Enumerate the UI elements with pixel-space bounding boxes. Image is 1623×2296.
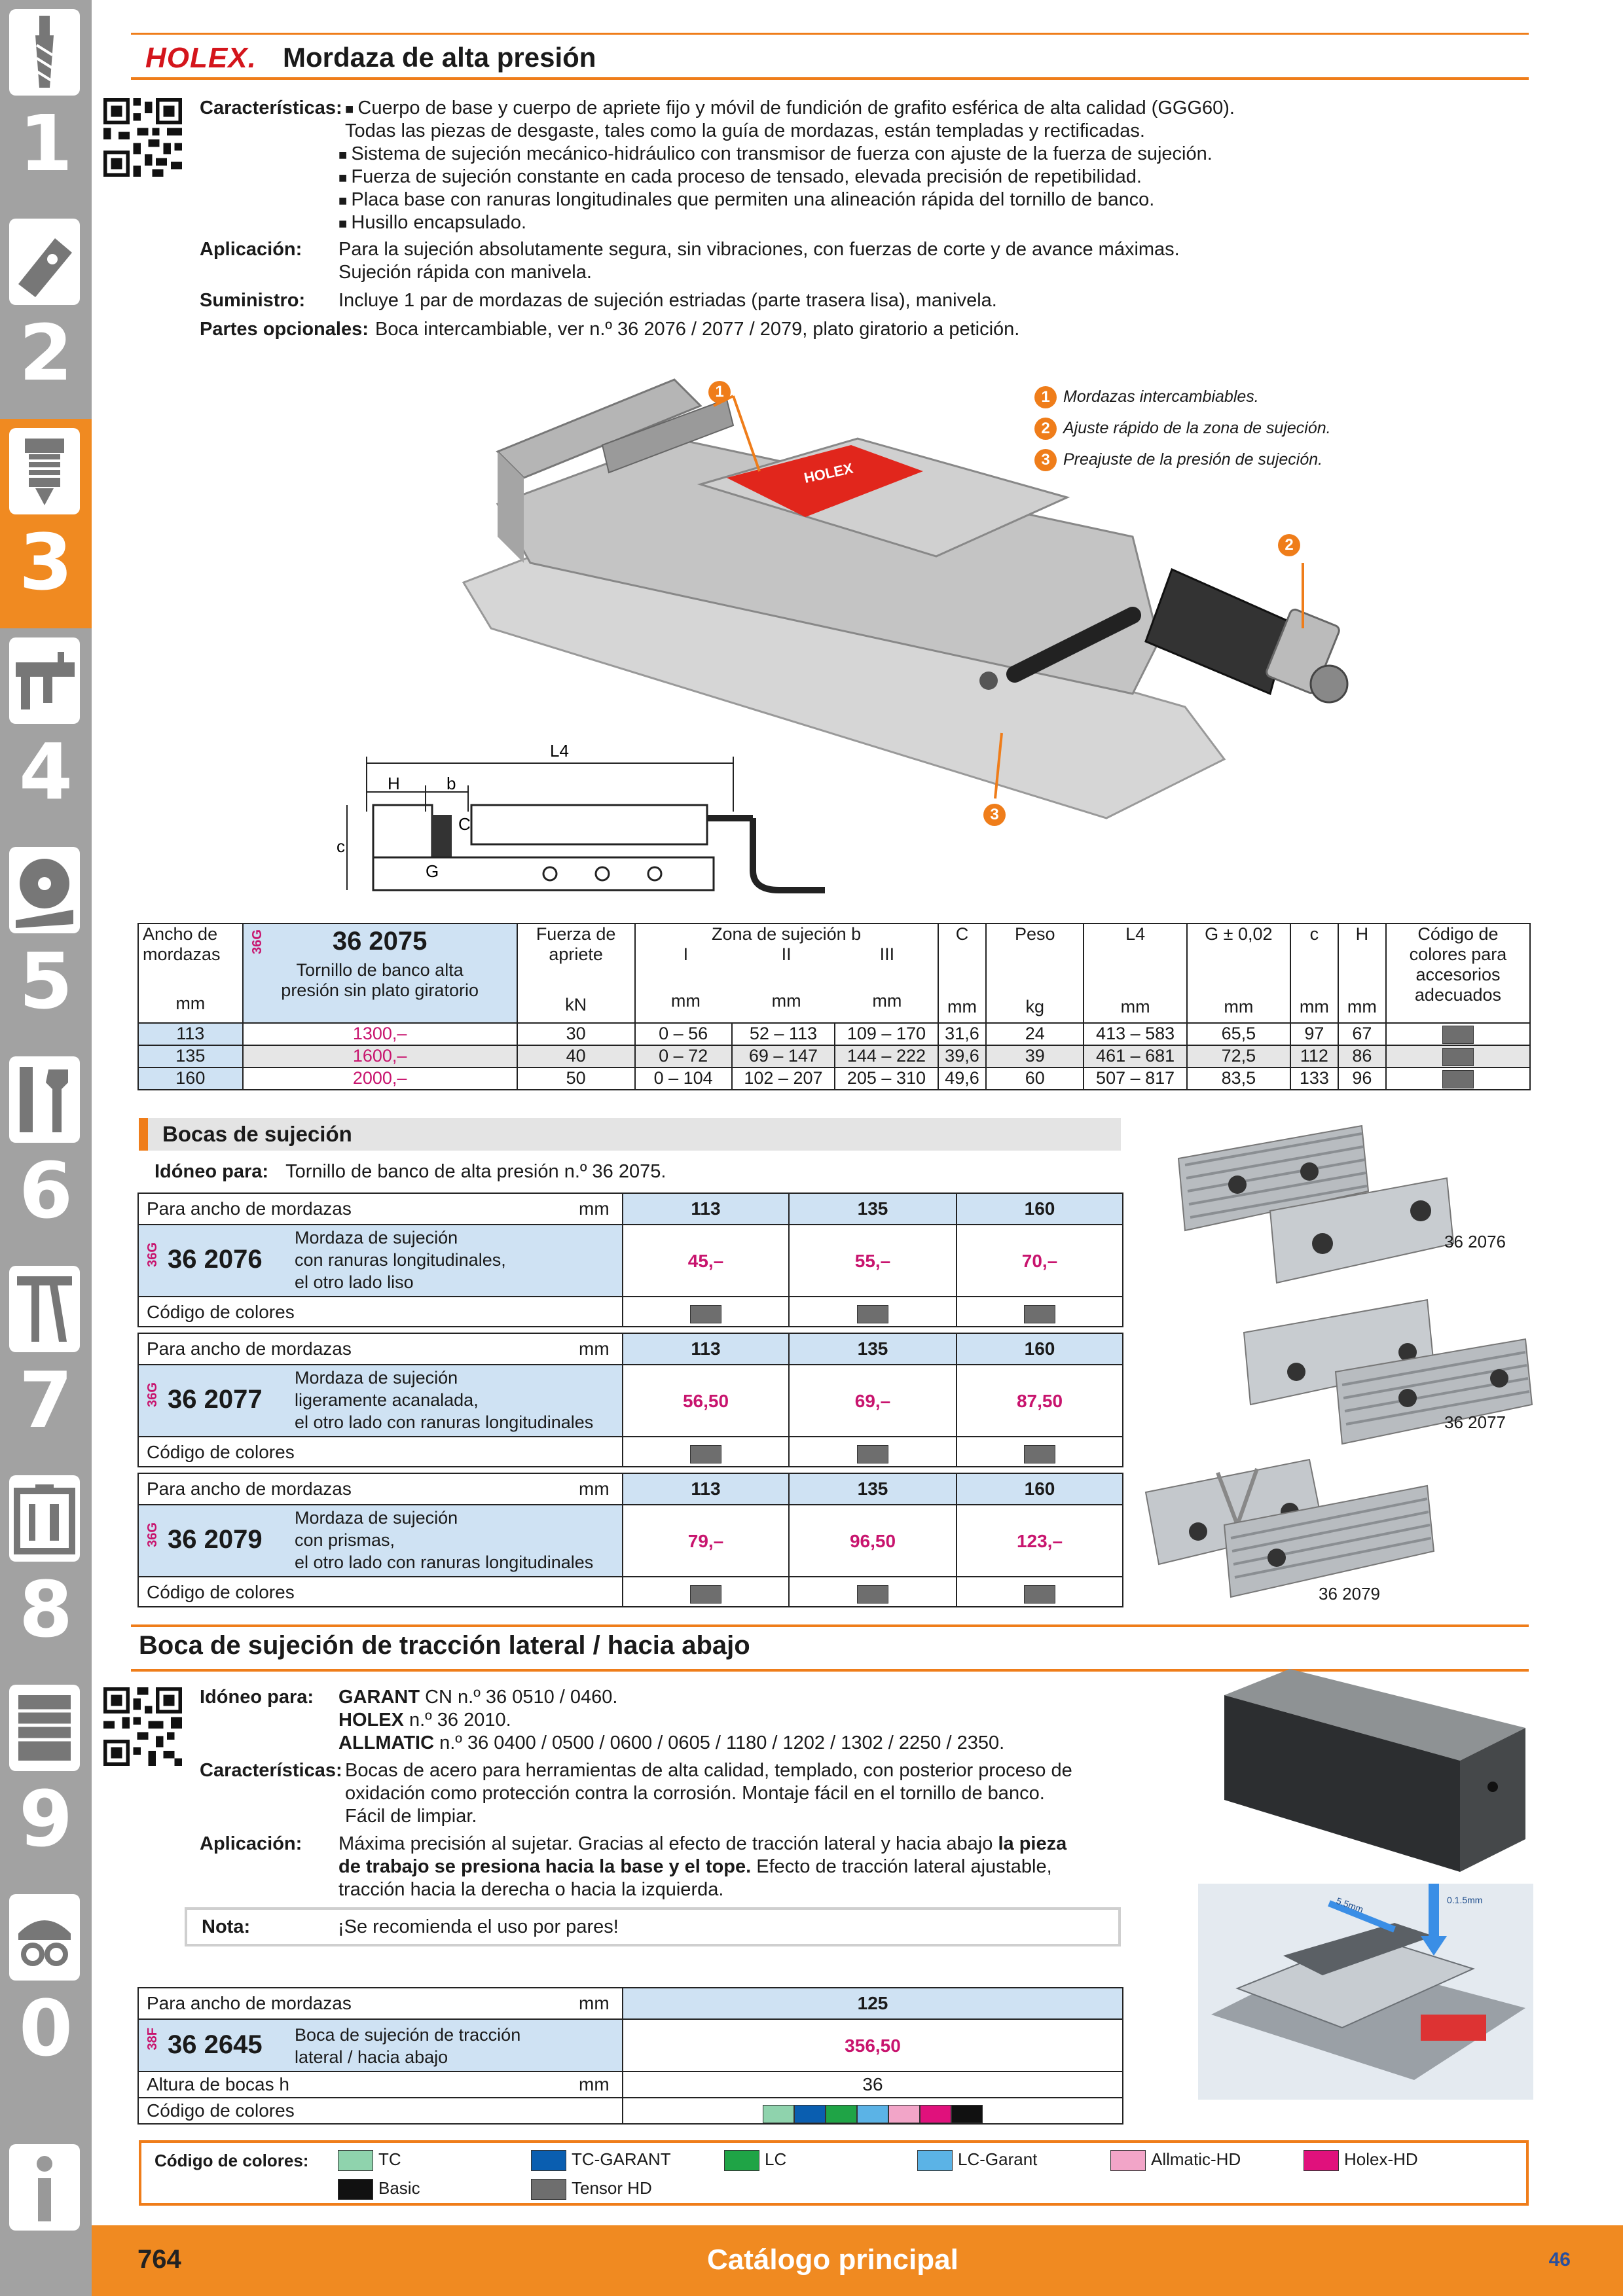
color-swatch (956, 1297, 1122, 1326)
color-swatch (956, 1437, 1122, 1466)
chapter-sidebar (0, 0, 92, 2296)
insert-icon (9, 219, 80, 305)
table-row: 160 2000,– 50 0 – 104 102 – 207 205 – 310 49,6 60 507 – 817 83,5 133 96 (138, 1067, 1530, 1090)
chapter-tab-info[interactable] (0, 2094, 92, 2225)
spec-line: ■ Husillo encapsulado. (338, 211, 526, 235)
legend-item: LC-Garant (917, 2149, 1037, 2171)
color-swatch (788, 1297, 956, 1326)
footer (92, 2225, 1623, 2296)
col-ancho: Ancho de mordazas mm (138, 924, 243, 1023)
color-swatch (622, 1577, 788, 1606)
color-swatch (788, 1437, 956, 1466)
legend-item: Tensor HD (531, 2178, 652, 2200)
chapter-number: 4 (18, 726, 73, 817)
wrench-icon (9, 1056, 80, 1143)
catalog-title: Catálogo principal (707, 2244, 958, 2276)
jaw-image-362079 (1139, 1446, 1440, 1604)
chapter-tab-3[interactable] (0, 419, 92, 628)
callout-3: 3 (983, 804, 1012, 826)
legend-item: Holex-HD (1304, 2149, 1418, 2171)
col-G: G ± 0,02 mm (1187, 924, 1290, 1023)
main-product-table (137, 923, 1531, 1090)
svg-text:c: c (337, 836, 345, 856)
col-C: C mm (938, 924, 987, 1023)
suministro-text: Incluye 1 par de mordazas de sujeción estriadas (parte trasera lisa), manivela. (338, 290, 997, 311)
col-fuerza: Fuerza de apriete kN (517, 924, 635, 1023)
chapter-number: 7 (18, 1355, 73, 1445)
aplicacion-line: Para la sujeción absolutamente segura, sin vibraciones, con fuerzas de corte y de avance máximas. (338, 239, 1180, 260)
brand-logo: HOLEX. (145, 42, 257, 74)
chapter-number: 9 (18, 1774, 73, 1864)
svg-text:HOLEX: HOLEX (802, 459, 855, 486)
figure-legend-item: 1 Mordazas intercambiables. (1034, 386, 1259, 408)
spec-line: ■ Sistema de sujeción mecánico-hidráulico con transmisor de fuerza con ajuste de la fuerza de sujeción. (338, 143, 1213, 166)
color-swatch (1386, 1045, 1530, 1067)
chapter-number: 5 (18, 936, 73, 1026)
chapter-number: 8 (18, 1564, 73, 1655)
color-swatches (622, 2098, 1122, 2123)
aplicacion-line: Sujeción rápida con manivela. (338, 262, 592, 283)
accessory-table-362076: Para ancho de mordazas mm 113 135 160 36G 36 2076 Mordaza de sujeción con ranuras longitudinales, el otro lado liso 45,– 55,– 70,– Código de colores (137, 1193, 1123, 1327)
pliers-icon (9, 1266, 80, 1352)
chapter-number: 2 (18, 308, 73, 398)
jaw-label: 36 2077 (1444, 1412, 1506, 1432)
section-rule (131, 1624, 1529, 1627)
color-swatch (622, 1297, 788, 1326)
suministro-label: Suministro: (200, 290, 306, 311)
aplicacion-label: Aplicación: (200, 1833, 302, 1854)
accessory-table-362077: Para ancho de mordazas mm 113 135 160 36G 36 2077 Mordaza de sujeción ligeramente acanalada, el otro lado con ranuras longitudinales 56,50 69,– 87,50 Código de colores (137, 1333, 1123, 1467)
caliper-icon (9, 637, 80, 724)
svg-text:0.1.5mm: 0.1.5mm (1447, 1895, 1483, 1905)
chapter-tab-8[interactable] (0, 1466, 92, 1676)
page-number: 764 (137, 2245, 181, 2274)
nota-box: Nota: ¡Se recomienda el uso por pares! (185, 1907, 1121, 1946)
legend-item: LC (724, 2149, 786, 2171)
safety-icon (9, 1894, 80, 1981)
opcionales-text: Boca intercambiable, ver n.º 36 2076 / 2077 / 2079, plato giratorio a petición. (375, 319, 1020, 340)
chapter-tab-9[interactable] (0, 1676, 92, 1885)
col-peso: Peso kg (986, 924, 1084, 1023)
caracteristicas-label: Características: (200, 1760, 342, 1781)
dimension-drawing (327, 740, 864, 910)
figure-legend-item: 2 Ajuste rápido de la zona de sujeción. (1034, 418, 1331, 440)
cabinet-icon (9, 1685, 80, 1771)
legend-item: Allmatic-HD (1110, 2149, 1241, 2171)
spec-line: ■ Placa base con ranuras longitudinales que permiten una alineación rápida del tornillo de banco. (338, 188, 1154, 212)
table-row: 135 1600,– 40 0 – 72 69 – 147 144 – 222 39,6 39 461 – 681 72,5 112 86 (138, 1045, 1530, 1067)
svg-text:L4: L4 (550, 741, 569, 761)
idoneo-label: Idóneo para: (200, 1687, 314, 1708)
chapter-tab-1[interactable] (0, 0, 92, 209)
svg-text:H: H (388, 774, 400, 793)
col-article: 36G 36 2075 Tornillo de banco alta presión sin plato giratorio (243, 924, 517, 1023)
spec-line: ■ Fuerza de sujeción constante en cada proceso de tensado, elevada precisión de repetibilidad. (338, 166, 1142, 189)
legend-label: Código de colores: (155, 2151, 309, 2170)
col-H: H mm (1338, 924, 1386, 1023)
chapter-tab-5[interactable] (0, 838, 92, 1047)
color-swatch (956, 1577, 1122, 1606)
col-L4: L4 mm (1084, 924, 1187, 1023)
drill-icon (9, 9, 80, 96)
opcionales-label: Partes opcionales: (200, 319, 369, 340)
col-codigo: Código de colores para accesorios adecuados (1386, 924, 1530, 1023)
accessory-table-362079: Para ancho de mordazas mm 113 135 160 36G 36 2079 Mordaza de sujeción con prismas, el otro lado con ranuras longitudinales 79,– 96,50 123,– Código de colores (137, 1473, 1123, 1607)
accessory-table-362645: Para ancho de mordazas mm 125 38F 36 2645 Boca de sujeción de tracción lateral / hacia abajo 356,50 Altura de bocas h mm 36 Código de colores (137, 1987, 1123, 2125)
chapter-number: 6 (18, 1145, 73, 1236)
color-swatch (1386, 1067, 1530, 1090)
traction-jaw-image (1211, 1656, 1539, 1882)
chapter-tab-2[interactable] (0, 209, 92, 419)
chapter-tab-4[interactable] (0, 628, 92, 838)
svg-text:b: b (447, 774, 456, 793)
qr-code[interactable] (103, 1687, 182, 1766)
legend-item: Basic (338, 2178, 420, 2200)
svg-text:5.5mm: 5.5mm (1334, 1895, 1365, 1915)
spec-line: ■ Cuerpo de base y cuerpo de apriete fijo y móvil de fundición de grafito esférica de alta calidad (GGG60). (345, 97, 1235, 120)
legend-item: TC-GARANT (531, 2149, 671, 2171)
jaw-label: 36 2076 (1444, 1232, 1506, 1251)
chapter-number: 1 (18, 98, 73, 188)
saw-blade-icon (9, 847, 80, 933)
table-row: 113 1300,– 30 0 – 56 52 – 113 109 – 170 31,6 24 413 – 583 65,5 97 67 (138, 1023, 1530, 1045)
chapter-tab-0[interactable] (0, 1885, 92, 2094)
color-legend (139, 2140, 1529, 2206)
chapter-number: 3 (18, 517, 73, 607)
svg-text:G: G (426, 861, 439, 881)
jaw-image-362076 (1172, 1119, 1473, 1296)
header-rule (131, 77, 1529, 80)
chapter-number: 0 (18, 1983, 73, 2073)
svg-text:C: C (458, 814, 471, 834)
figure-legend-item: 3 Preajuste de la presión de sujeción. (1034, 449, 1322, 471)
jaw-label: 36 2079 (1319, 1584, 1380, 1604)
page-title: Mordaza de alta presión (283, 42, 596, 73)
section-title-traccion: Boca de sujeción de tracción lateral / hacia abajo (139, 1631, 750, 1660)
spec-line: Todas las piezas de desgaste, tales como la guía de mordazas, están templadas y rectificadas. (345, 120, 1145, 141)
toolbox-icon (9, 1475, 80, 1562)
legend-item: TC (338, 2149, 401, 2171)
color-swatch (622, 1437, 788, 1466)
qr-code[interactable] (103, 98, 182, 177)
traccion-spec-block: Idóneo para: GARANT CN n.º 36 0510 / 0460. HOLEX n.º 36 2010. ALLMATIC n.º 36 0400 / 0500 / 0600 / 0605 / 1180 / 1202 / 1302 / 2250 / 2350. Características: Bocas de acero para herramientas de alta calidad, templado, con posterior proceso de oxidación como protección contra la corrosión. Montaje fácil en el tornillo de banco. Fácil de limpiar. Aplicación: Máxima precisión al sujetar. Gracias al efecto de tracción lateral y hacia abajo la pieza de trabajo se presiona hacia la base y el tope. Efecto de tracción lateral ajustable, tracción hacia la derecha o hacia la izquierda. (200, 1687, 1072, 1900)
col-c: c mm (1290, 924, 1338, 1023)
color-swatch (788, 1577, 956, 1606)
sub-page-number: 46 (1548, 2249, 1571, 2270)
section-head-bocas: Bocas de sujeción (139, 1118, 1121, 1151)
bocas-idoneo: Idóneo para: Tornillo de banco de alta presión n.º 36 2075. (155, 1161, 666, 1182)
info-icon (9, 2144, 80, 2231)
callout-2: 2 (1278, 534, 1307, 556)
callout-1: 1 (708, 381, 737, 403)
chapter-tab-6[interactable] (0, 1047, 92, 1257)
chapter-tab-7[interactable] (0, 1257, 92, 1466)
aplicacion-label: Aplicación: (200, 239, 302, 260)
traction-application-photo (1198, 1884, 1533, 2100)
spec-block (200, 97, 1345, 346)
col-zona: Zona de sujeción b I II III mm mm mm (635, 924, 938, 1023)
header-top-rule (131, 33, 1529, 35)
clamping-icon (9, 428, 80, 514)
caracteristicas-label: Características: (200, 98, 342, 118)
color-swatch (1386, 1023, 1530, 1045)
